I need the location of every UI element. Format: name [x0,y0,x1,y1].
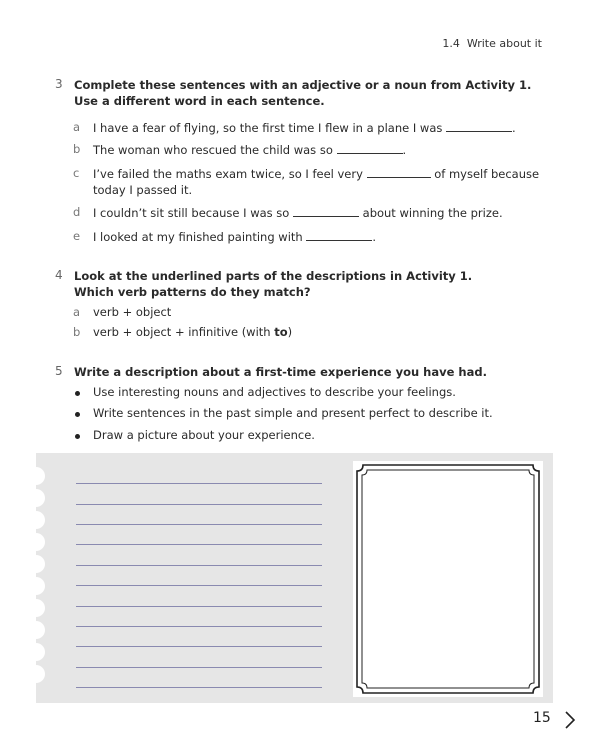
question-5 [55,364,545,444]
question-instruction [74,268,545,300]
answer-blank[interactable] [337,141,403,154]
writing-line[interactable] [76,565,322,566]
sentence-text: about winning the prize. [362,206,503,220]
binder-hole [27,621,45,639]
sentence-text: today I passed it. [93,183,193,197]
answer-blank[interactable] [306,228,372,241]
sentence-text: . [402,143,407,157]
bullet-text: Write sentences in the past simple and present perfect to describe it. [93,406,493,420]
question-number: 5 [55,364,63,378]
binder-hole [27,489,45,507]
writing-line[interactable] [76,626,322,627]
chevron-right-icon[interactable] [563,710,577,730]
question-3 [55,77,545,247]
question-number: 3 [55,77,63,91]
sentence-text: . [372,230,376,244]
pattern-text: ) [287,325,293,339]
bullet-text: Use interesting nouns and adjectives to describe your feelings. [93,385,456,399]
item-letter: c [73,166,80,180]
answer-blank[interactable] [293,204,359,217]
sentence-text: I looked at my finished painting with [93,230,303,244]
answer-blank[interactable] [446,119,512,132]
binder-hole [27,643,45,661]
binder-hole [27,533,45,551]
sentence-text: I’ve failed the maths exam twice, so I feel very [93,167,363,181]
binder-hole [27,511,45,529]
writing-line[interactable] [76,504,322,505]
binder-hole [27,467,45,485]
binder-hole [27,555,45,573]
binder-hole [27,599,45,617]
sentence-text: of myself because [434,167,540,181]
pattern-text: verb + object + infinitive (with [93,325,275,339]
question-number: 4 [55,268,63,282]
section-title: Write about it [466,37,542,50]
sentence-text: . [512,121,516,135]
writing-panel [36,453,553,703]
writing-line[interactable] [76,646,322,647]
section-number: 1.4 [442,37,460,50]
writing-line[interactable] [76,483,322,484]
writing-line[interactable] [76,687,322,688]
writing-line[interactable] [76,667,322,668]
item-letter: b [73,142,81,156]
instruction-line: Which verb patterns do they match? [74,285,311,299]
binder-hole [27,577,45,595]
item-letter: e [73,229,81,243]
sentence-text: I have a fear of flying, so the first time I flew in a plane I was [93,121,443,135]
writing-line[interactable] [76,606,322,607]
pattern-text: verb + object [93,305,172,319]
pattern-bold-word: to [274,325,288,339]
instruction-line: Look at the underlined parts of the descriptions in Activity 1. [74,269,473,283]
bullet-dot [75,391,80,396]
instruction-line: Complete these sentences with an adjective or a noun from Activity 1. [74,78,532,92]
drawing-frame[interactable] [353,461,543,697]
writing-line[interactable] [76,585,322,586]
question-4 [55,268,545,344]
writing-line[interactable] [76,524,322,525]
section-header [442,37,542,50]
item-letter: a [73,305,81,319]
sentence-text: The woman who rescued the child was so [93,143,333,157]
instruction-line: Use a different word in each sentence. [74,94,325,108]
question-instruction: Write a description about a first-time experience you have had. [74,365,487,379]
item-letter: b [73,325,81,339]
bullet-text: Draw a picture about your experience. [93,428,315,442]
sentence-text: I couldn’t sit still because I was so [93,206,290,220]
page-number: 15 [533,710,551,726]
bullet-dot [75,412,80,417]
answer-blank[interactable] [367,165,431,178]
bullet-dot [75,434,80,439]
binder-hole [27,665,45,683]
question-instruction [74,77,545,109]
item-letter: a [73,120,81,134]
item-letter: d [73,205,81,219]
writing-line[interactable] [76,544,322,545]
